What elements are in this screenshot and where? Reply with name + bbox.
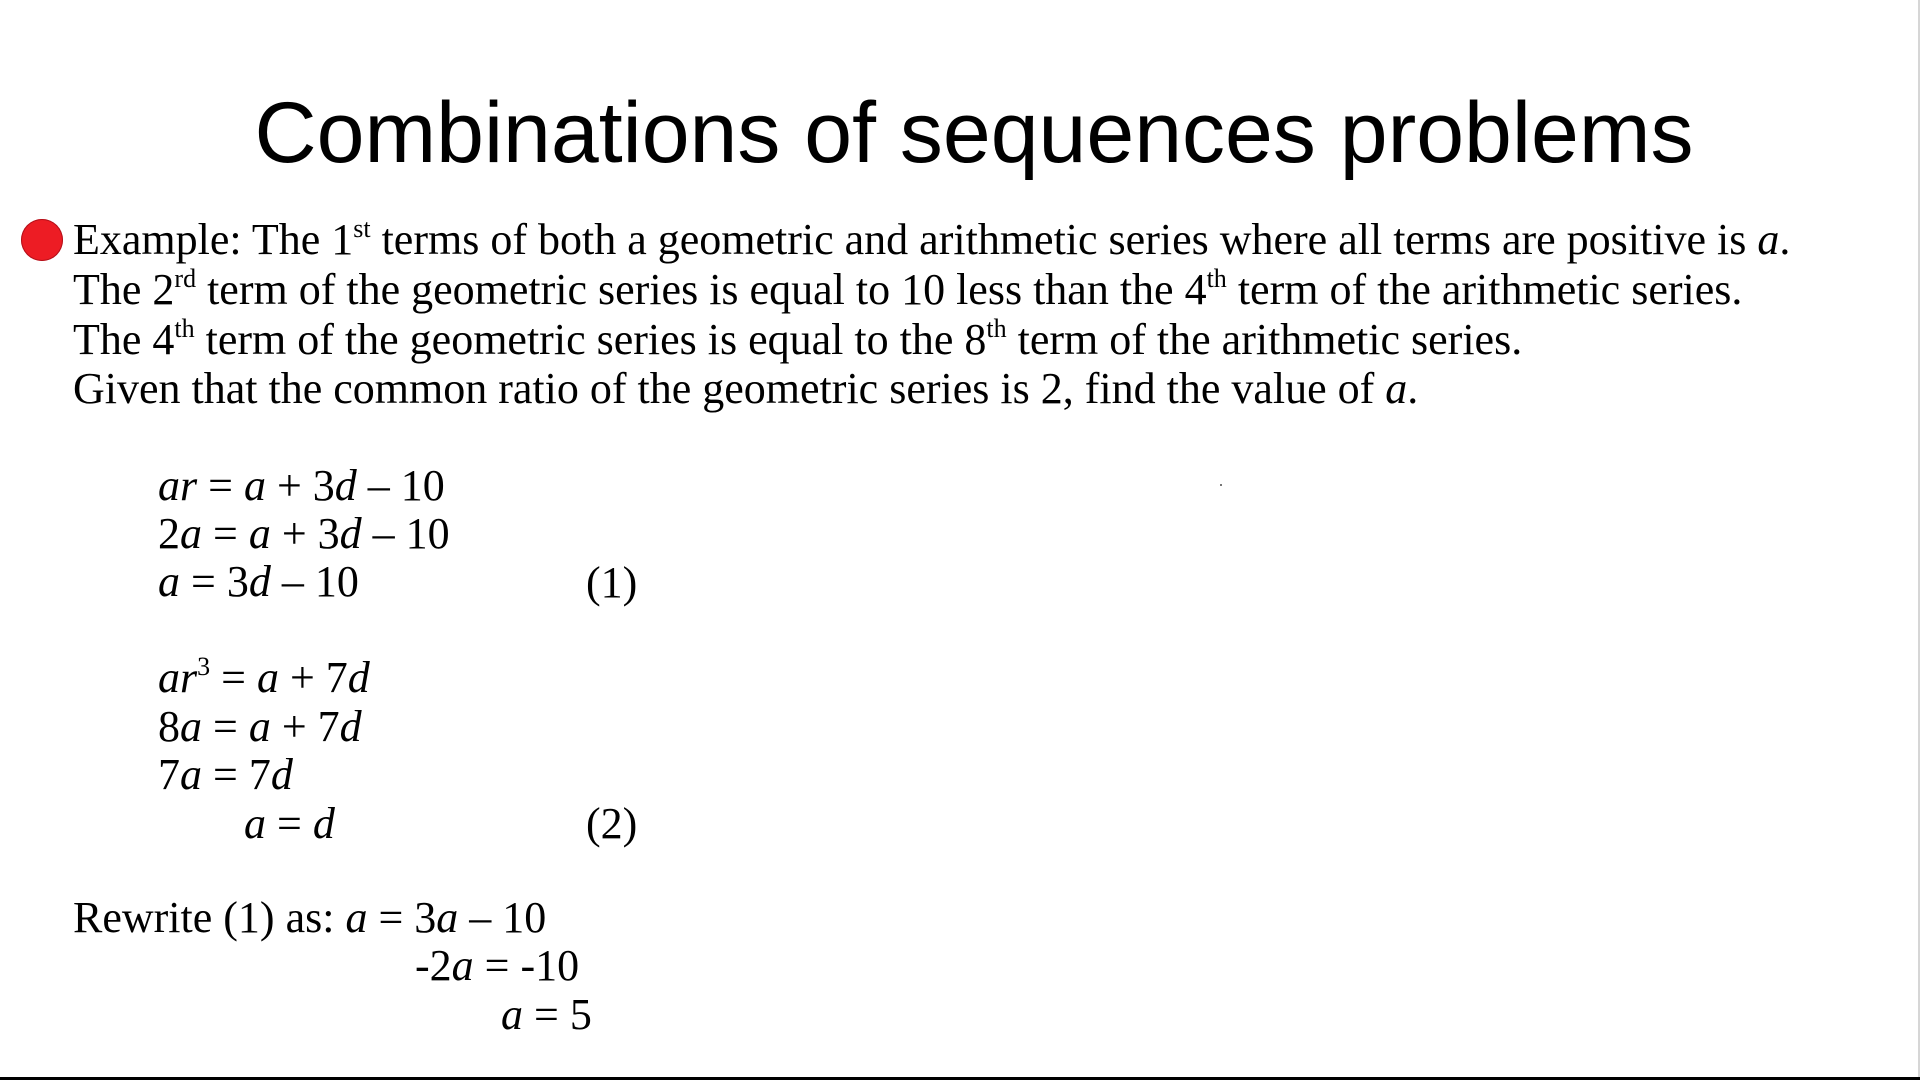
text: The 2 — [73, 265, 175, 314]
text: = — [266, 799, 313, 848]
rewrite-line-2 — [415, 941, 579, 991]
equation-1-3 — [158, 557, 359, 607]
variable: a — [501, 990, 523, 1039]
variable: d — [339, 702, 362, 751]
text: – 10 — [361, 509, 450, 558]
text: = -10 — [473, 941, 580, 990]
text: term of the arithmetic series. — [1226, 265, 1743, 314]
superscript: th — [986, 314, 1007, 343]
text: = 3 — [180, 557, 249, 606]
text: Given that the common ratio of the geometric series is 2, find the value of — [73, 364, 1386, 413]
text: – 10 — [458, 893, 547, 942]
equation-1-1 — [158, 461, 445, 511]
rewrite-label: Rewrite (1) as: — [73, 893, 346, 942]
variable: a — [158, 557, 180, 606]
variable: a — [1757, 215, 1780, 264]
bullet-icon — [21, 219, 63, 261]
text: = — [210, 653, 257, 702]
variable: a — [436, 893, 459, 942]
variable: a — [345, 893, 368, 942]
text: The 4 — [73, 315, 175, 364]
equation-2-2 — [158, 702, 362, 752]
text: = — [202, 509, 249, 558]
variable: a — [180, 702, 202, 751]
text: -2 — [415, 941, 452, 990]
text: + 7 — [270, 702, 340, 751]
problem-line-1 — [73, 215, 1790, 265]
variable: a — [244, 799, 266, 848]
rewrite-line-1 — [73, 893, 546, 943]
text: = 5 — [523, 990, 592, 1039]
variable: d — [347, 653, 370, 702]
text: Example: The 1 — [73, 215, 354, 264]
superscript: 3 — [197, 652, 211, 681]
text: – 10 — [356, 461, 445, 510]
text: = 3 — [367, 893, 437, 942]
problem-line-3 — [73, 315, 1522, 365]
problem-line-2 — [73, 265, 1742, 315]
problem-line-4 — [73, 364, 1418, 414]
variable: a — [248, 509, 271, 558]
variable: d — [334, 461, 357, 510]
equation-2-3 — [158, 750, 293, 800]
text: = 7 — [202, 750, 271, 799]
text: . — [1779, 215, 1791, 264]
text: terms of both a geometric and arithmetic series where all terms are positive is — [370, 215, 1758, 264]
variable: a — [451, 941, 474, 990]
variable: ar — [158, 653, 198, 702]
equation-2-4 — [244, 799, 335, 849]
text: – 10 — [270, 557, 359, 606]
superscript: th — [1206, 264, 1227, 293]
variable: a — [243, 461, 266, 510]
rewrite-line-3 — [501, 990, 592, 1040]
variable: d — [248, 557, 271, 606]
text: + 3 — [270, 509, 340, 558]
superscript: st — [353, 214, 371, 243]
variable: a — [180, 750, 202, 799]
variable: d — [339, 509, 362, 558]
variable: a — [256, 653, 279, 702]
equation-2-1 — [158, 653, 370, 703]
variable: a — [180, 509, 202, 558]
equation-1-2 — [158, 509, 450, 559]
equation-ref-1: (1) — [586, 558, 638, 607]
text: + 3 — [265, 461, 335, 510]
text: = — [202, 702, 249, 751]
text: term of the arithmetic series. — [1006, 315, 1523, 364]
text: 2 — [158, 509, 180, 558]
variable: a — [1385, 364, 1408, 413]
variable: d — [312, 799, 335, 848]
text: + 7 — [278, 653, 348, 702]
variable: d — [270, 750, 293, 799]
text: 8 — [158, 702, 180, 751]
text: = — [197, 461, 244, 510]
stray-dot — [1220, 484, 1222, 486]
variable: ar — [158, 461, 198, 510]
variable: a — [248, 702, 271, 751]
superscript: rd — [174, 264, 197, 293]
superscript: th — [174, 314, 195, 343]
text: term of the geometric series is equal to 10 less than the 4 — [196, 265, 1207, 314]
equation-ref-2: (2) — [586, 799, 638, 848]
slide-title: Combinations of sequences problems — [254, 85, 1694, 181]
text: term of the geometric series is equal to the 8 — [194, 315, 987, 364]
text: 7 — [158, 750, 180, 799]
text: . — [1407, 364, 1419, 413]
